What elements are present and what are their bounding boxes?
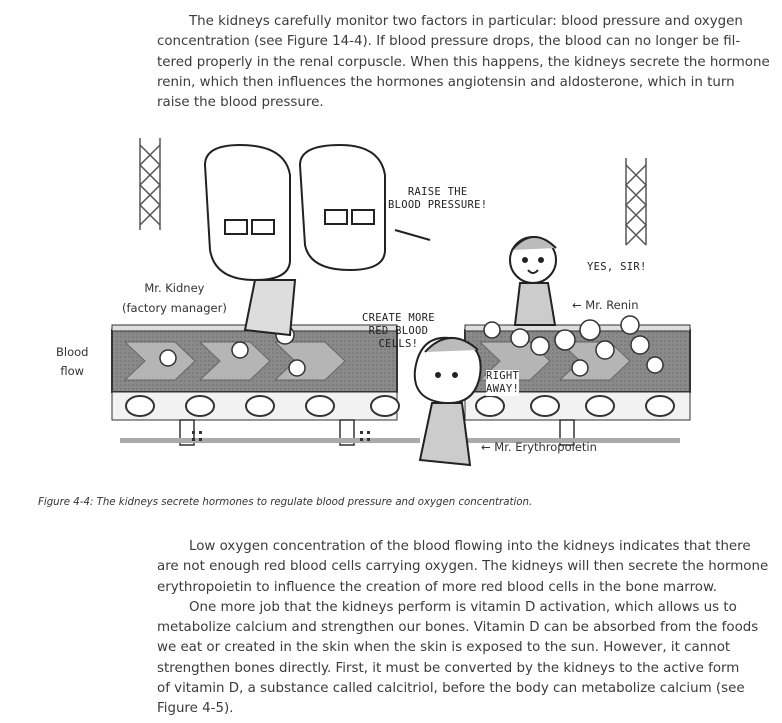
text-line: raise the blood pressure. <box>157 95 324 111</box>
paragraph-bottom <box>157 537 769 720</box>
text-line: renin, which then influences the hormones angiotensin and aldosterone, which in turn <box>157 74 735 90</box>
label-blood-flow <box>56 343 88 381</box>
label-mr-renin: ← Mr. Renin <box>572 298 639 312</box>
text-line: erythropoietin to influence the creation of more red blood cells in the bone marrow. <box>157 579 717 595</box>
label-mr-erythropoietin: ← Mr. Erythropoietin <box>481 440 597 454</box>
text-line: tered properly in the renal corpuscle. When this happens, the kidneys secrete the hormone <box>157 54 770 70</box>
label-blood-flow-line: flow <box>60 364 85 378</box>
text-line: Figure 4-5). <box>157 701 234 717</box>
text-line: metabolize calcium and strengthen our bones. Vitamin D can be absorbed from the foods <box>157 620 759 636</box>
text-line: of vitamin D, a substance called calcitriol, before the body can metabolize calcium (see <box>157 681 745 697</box>
speech-line: RAISE THE <box>407 186 468 198</box>
text-line: are not enough red blood cells carrying oxygen. The kidneys will then secrete the hormone <box>157 559 769 575</box>
text-line: concentration (see Figure 14-4). If blood pressure drops, the blood can no longer be fil- <box>157 34 741 50</box>
speech-line: RED BLOOD <box>368 325 429 337</box>
text-line: we eat or created in the skin when the skin is exposed to the sun. However, it cannot <box>157 640 731 656</box>
label-blood-flow-line: Blood <box>56 345 89 359</box>
speech-bubble-create <box>362 312 435 351</box>
speech-line: AWAY! <box>486 383 520 395</box>
text-line: strengthen bones directly. First, it must be converted by the kidneys to the active form <box>157 660 740 676</box>
text-line: The kidneys carefully monitor two factors in particular: blood pressure and oxygen <box>189 14 743 29</box>
label-mr-kidney <box>122 278 227 318</box>
speech-line: BLOOD PRESSURE! <box>388 199 488 211</box>
mr-kidney-character <box>205 145 430 335</box>
speech-line: CELLS! <box>378 338 419 350</box>
mr-renin-character <box>510 237 556 325</box>
text-line: Low oxygen concentration of the blood flowing into the kidneys indicates that there <box>189 539 751 554</box>
speech-line: CREATE MORE <box>362 312 435 324</box>
tower-right <box>626 158 646 245</box>
paragraph-top <box>157 12 770 113</box>
speech-bubble-raise <box>388 186 487 212</box>
figure-caption: Figure 4-4: The kidneys secrete hormones to regulate blood pressure and oxygen concentration. <box>38 497 533 508</box>
label-mr-kidney-role: (factory manager) <box>122 301 227 315</box>
figure-illustration <box>0 120 782 490</box>
speech-bubble-yes: YES, SIR! <box>587 261 647 273</box>
text-line: One more job that the kidneys perform is vitamin D activation, which allows us to <box>189 599 737 615</box>
speech-bubble-right <box>486 370 519 396</box>
speech-line: RIGHT <box>486 370 520 382</box>
factory-illustration <box>0 120 782 490</box>
tower-left <box>140 138 160 230</box>
label-mr-kidney-name: Mr. Kidney <box>144 281 205 295</box>
